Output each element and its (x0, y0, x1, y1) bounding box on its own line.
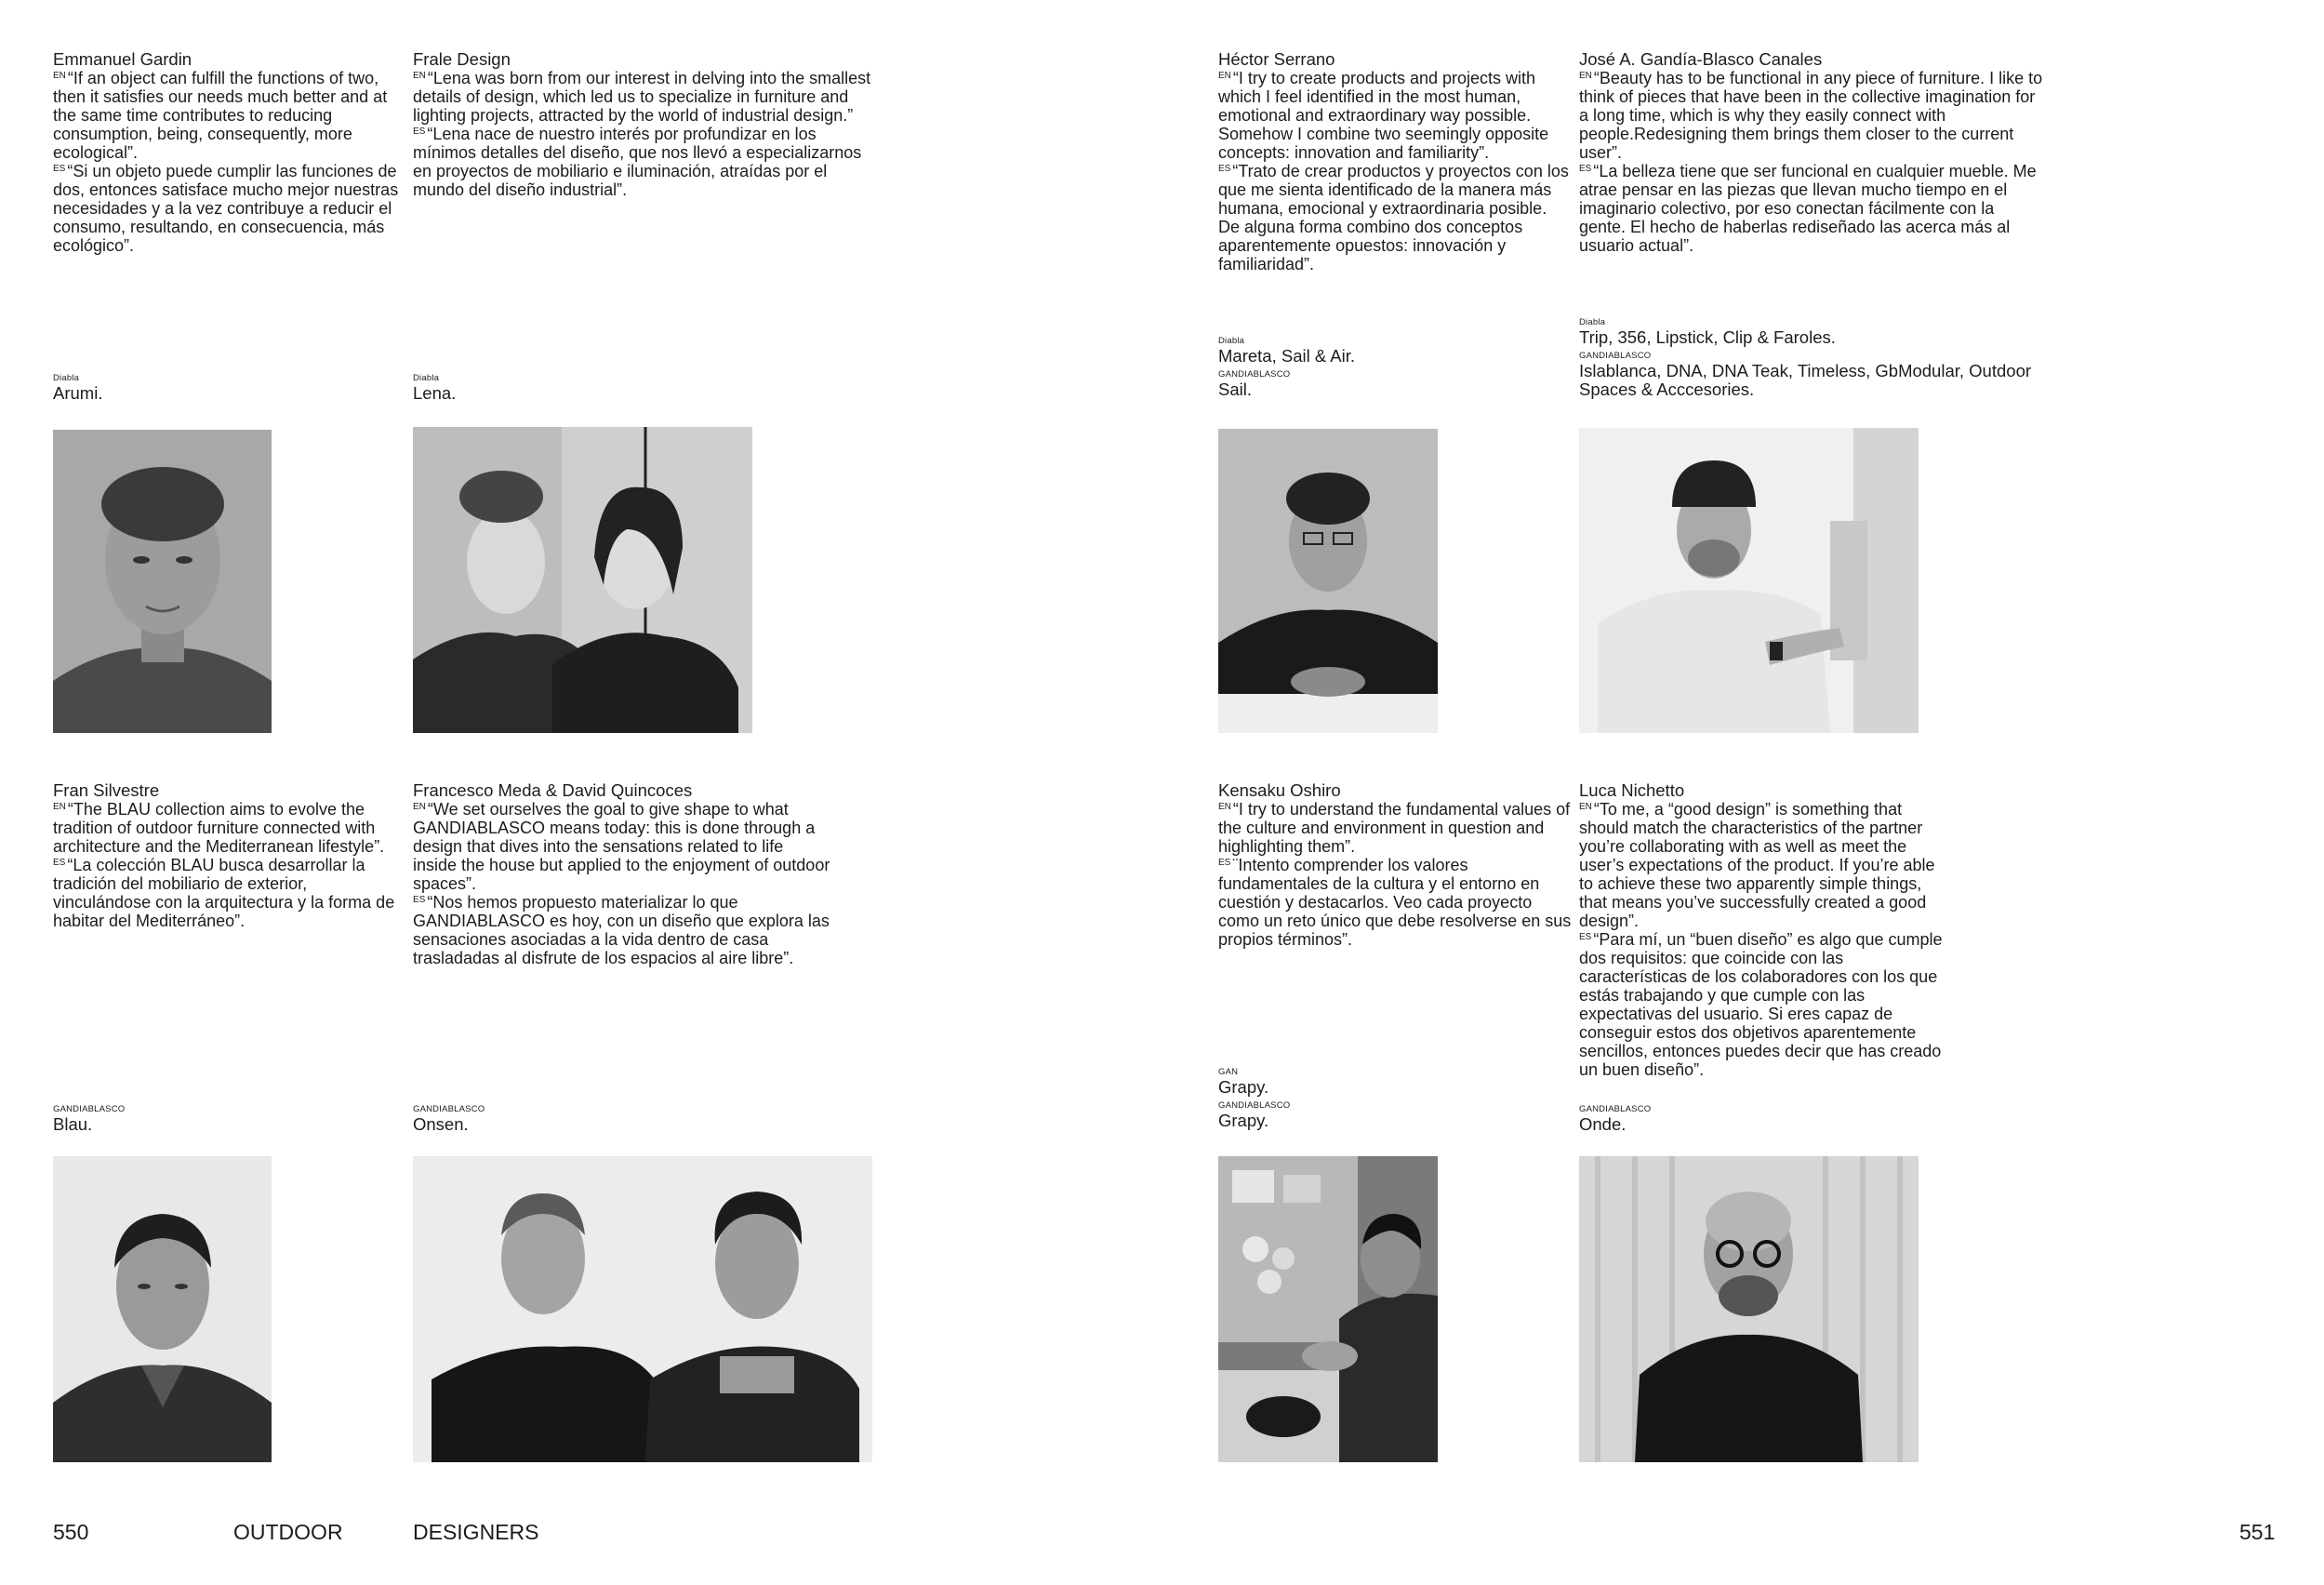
brand-label: Diabla (1218, 336, 1245, 346)
brand-label: Diabla (53, 373, 80, 383)
brand-products: Grapy. (1218, 1111, 1269, 1130)
brand-label: Diabla (413, 373, 440, 383)
section-label: OUTDOOR (233, 1520, 343, 1544)
brand-label: GANDIABLASCO (1579, 1104, 1652, 1114)
designer-hector-serrano (1218, 50, 1572, 273)
designer-name: Héctor Serrano (1218, 49, 1335, 69)
brand-label: GANDIABLASCO (1579, 351, 1652, 361)
quote-es: $^{ES}$ “Trato de crear productos y proyectos con los que me sienta identificado de la manera más humana, emocional y extraordinaria posible. De alguna forma combino dos conceptos aparentemente opuestos: innovación y familiaridad”. (1218, 162, 1569, 273)
quote-en: $^{EN}$ “I try to understand the fundamental values of the culture and environment in question and highlighting them”. (1218, 800, 1571, 856)
brand-label: GANDIABLASCO (1218, 1100, 1291, 1111)
quote-en: $^{EN}$ “Lena was born from our interest in delving into the smallest details of design, which led us to specialize in furniture and lighting projects, attracted by the world of industrial design.” (413, 69, 871, 125)
designer-name: Emmanuel Gardin (53, 49, 193, 69)
designer-fran-silvestre (53, 781, 406, 930)
designer-luca-nichetto (1579, 781, 1946, 1079)
quote-en: $^{EN}$ “We set ourselves the goal to give shape to what GANDIABLASCO means today: this is done through a design that dives into the sensations related to life inside the house but applied to the enjoyment of outdoor spaces”. (413, 800, 830, 893)
designer-name: Fran Silvestre (53, 780, 160, 800)
designer-jose-gandia-blasco (1579, 50, 2044, 255)
quote-en: $^{EN}$ “If an object can fulfill the functions of two, then it satisfies our needs much better and at the same time contributes to reducing consumption, being, consequently, more ecological”. (53, 69, 388, 162)
brand-products: Onsen. (413, 1114, 469, 1134)
quote-es: $^{ES}$ “Lena nace de nuestro interés por profundizar en los mínimos detalles del diseño, que nos llevó a especializarnos en proyectos de mobiliario e iluminación, atraídas por el mundo del diseño industrial”. (413, 125, 862, 199)
brand-label: GANDIABLASCO (53, 1104, 126, 1114)
designer-emmanuel-gardin (53, 50, 406, 255)
quote-es: $^{ES}$ “La belleza tiene que ser funcional en cualquier mueble. Me atrae pensar en las piezas que llevan mucho tiempo en el imaginario colectivo, por eso conectan fácilmente con la gente. El hecho de haberlas rediseñado las acerca más al usuario actual”. (1579, 162, 2037, 255)
quote-en: $^{EN}$ “The BLAU collection aims to evolve the tradition of outdoor furniture connected with architecture and the Mediterranean lifestyle”. (53, 800, 385, 856)
brand-products: Arumi. (53, 383, 103, 403)
quote-es: $^{ES}$ “La colección BLAU busca desarrollar la tradición del mobiliario de exterior, vinculándose con la arquitectura y la forma de habitar del Mediterráneo”. (53, 856, 395, 930)
brand-products: Islablanca, DNA, DNA Teak, Timeless, GbModular, Outdoor Spaces & Acccesories. (1579, 361, 2032, 399)
designer-name: Luca Nichetto (1579, 780, 1685, 800)
quote-es: $^{ES}$ ¨Intento comprender los valores fundamentales de la cultura y el entorno en cuestión y destacarlos. Veo cada proyecto como un reto único que debe resolverse en sus propios términos”. (1218, 856, 1572, 949)
quote-en: $^{EN}$ “Beauty has to be functional in any piece of furniture. I like to think of pieces that have been in the collective imagination for a long time, which is why they easily connect with people.Redesigning them brings them closer to the current user”. (1579, 69, 2043, 162)
brand-label: GAN (1218, 1067, 1239, 1077)
brand-products: Lena. (413, 383, 457, 403)
portrait-photo-fran-silvestre (53, 1156, 272, 1462)
page-number-right: 551 (2239, 1520, 2276, 1544)
brands-meda-quincoces (413, 1104, 934, 1138)
quote-es: $^{ES}$ “Nos hemos propuesto materializar lo que GANDIABLASCO es hoy, con un diseño que explora las sensaciones asociadas a la vida dentro de casa trasladadas al disfrute de los espacios al aire libre”. (413, 893, 830, 967)
designer-name: José A. Gandía-Blasco Canales (1579, 49, 1823, 69)
designer-frale-design (413, 50, 883, 199)
portrait-photo-luca-nichetto (1579, 1156, 1919, 1462)
brands-frale-design (413, 373, 934, 406)
brand-label: Diabla (1579, 317, 1606, 327)
quote-en: $^{EN}$ “I try to create products and projects with which I feel identified in the most human, emotional and extraordinary way possible. Somehow I combine two seemingly opposite concepts: innovation and familiarity”. (1218, 69, 1549, 162)
designer-name: Francesco Meda & David Quincoces (413, 780, 693, 800)
quote-es: $^{ES}$ “Si un objeto puede cumplir las funciones de dos, entonces satisface mucho mejor nuestras necesidades y a la vez contribuye a reducir el consumo, resultando, en consecuencia, más ecológico”. (53, 162, 399, 255)
page-title: DESIGNERS (413, 1520, 539, 1544)
quote-es: $^{ES}$ “Para mí, un “buen diseño” es algo que cumple dos requisitos: que coincide con las características de los colaboradores con los que estás trabajando y que cumple con las expectativas del usuario. Si eres capaz de conseguir estos dos objetivos aparentemente sencillos, entonces puedes decir que has creado un buen diseño”. (1579, 930, 1943, 1079)
portrait-photo-emmanuel-gardin (53, 430, 272, 733)
portrait-photo-frale-design (413, 427, 752, 733)
brand-label: GANDIABLASCO (413, 1104, 485, 1114)
designer-kensaku-oshiro (1218, 781, 1572, 949)
brand-products: Onde. (1579, 1114, 1627, 1134)
brands-luca-nichetto (1579, 1104, 2100, 1138)
brand-label: GANDIABLASCO (1218, 369, 1291, 380)
designer-name: Frale Design (413, 49, 511, 69)
portrait-photo-hector-serrano (1218, 429, 1438, 733)
portrait-photo-meda-quincoces (413, 1156, 872, 1462)
brands-jose-gandia-blasco (1579, 317, 2063, 403)
quote-en: $^{EN}$ “To me, a “good design” is something that should match the characteristics of the partner you’re collaborating with as well as meet the user’s expectations of the product. If you’re able to achieve these two apparently simple things, that means you’ve successfully created a good design”. (1579, 800, 1935, 930)
brand-products: Sail. (1218, 380, 1252, 399)
portrait-photo-jose-gandia-blasco (1579, 428, 1919, 733)
brand-products: Trip, 356, Lipstick, Clip & Faroles. (1579, 327, 1836, 347)
page-number-left: 550 (53, 1520, 89, 1544)
brand-products: Mareta, Sail & Air. (1218, 346, 1356, 366)
designer-name: Kensaku Oshiro (1218, 780, 1341, 800)
brand-products: Grapy. (1218, 1077, 1269, 1097)
designer-meda-quincoces (413, 781, 831, 967)
portrait-photo-kensaku-oshiro (1218, 1156, 1438, 1462)
brand-products: Blau. (53, 1114, 93, 1134)
